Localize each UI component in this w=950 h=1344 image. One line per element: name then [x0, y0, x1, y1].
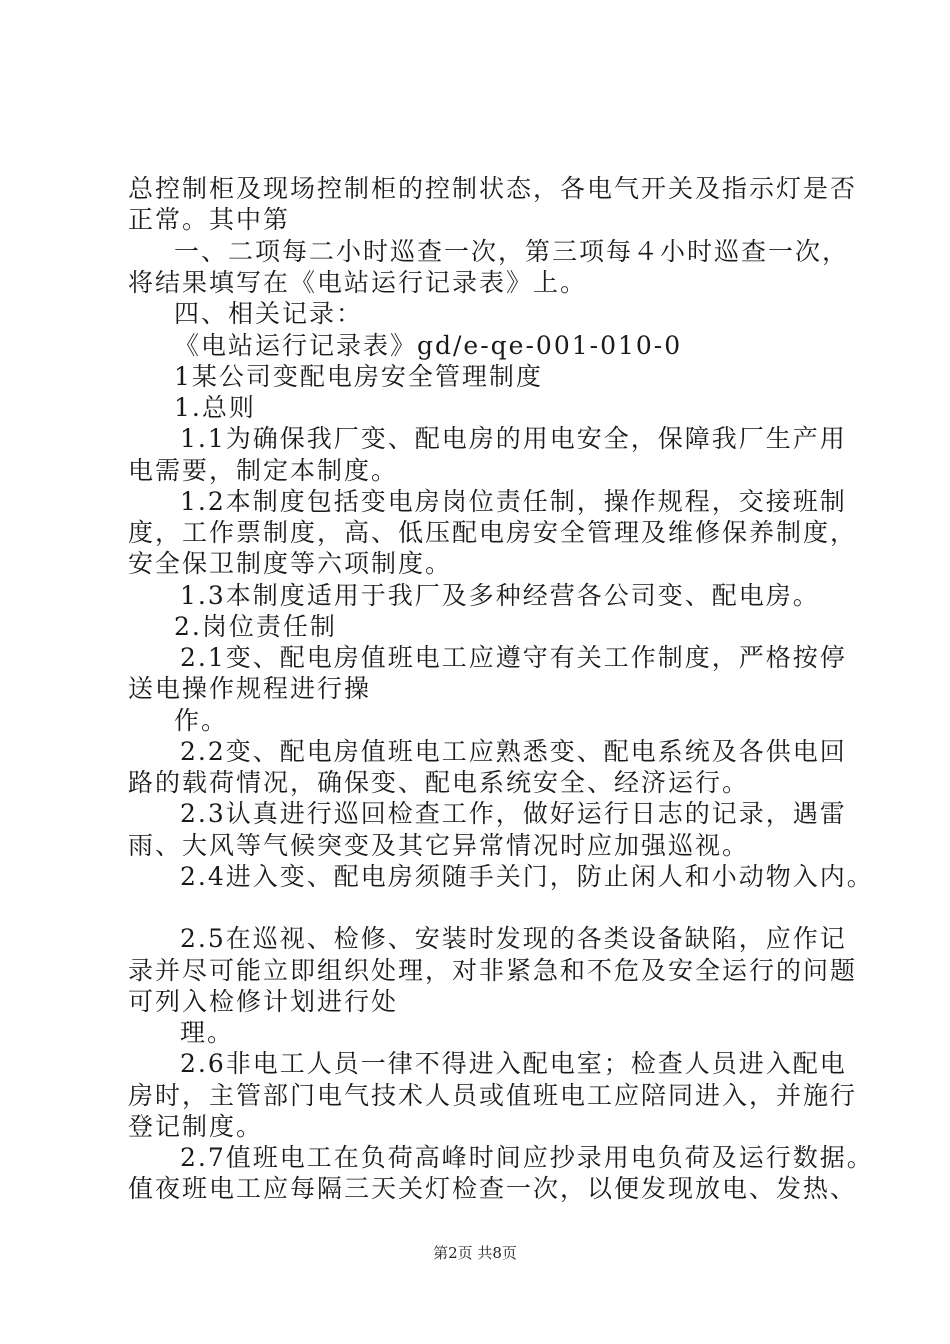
text-line: 正常。其中第	[128, 205, 291, 234]
text-line: 2.7值班电工在负荷高峰时间应抄录用电负荷及运行数据。	[180, 1143, 874, 1172]
text-line: 将结果填写在《电站运行记录表》上。	[128, 268, 588, 297]
text-line: 电需要，制定本制度。	[128, 456, 399, 485]
text-line: 1.总则	[174, 393, 256, 422]
text-line: 安全保卫制度等六项制度。	[128, 549, 453, 578]
text-line: 《电站运行记录表》gd/e-qe-001-010-0	[174, 331, 683, 360]
text-line: 录并尽可能立即组织处理，对非紧急和不危及安全运行的问题	[128, 956, 858, 985]
text-line: 送电操作规程进行操	[128, 674, 372, 703]
text-line: 雨、大风等气候突变及其它异常情况时应加强巡视。	[128, 831, 750, 860]
text-line: 四、相关记录：	[174, 299, 364, 328]
text-line: 1.1为确保我厂变、配电房的用电安全，保障我厂生产用	[180, 424, 847, 453]
page-number-footer: 第2页 共8页	[433, 1244, 517, 1262]
text-line: 2.3认真进行巡回检查工作，做好运行日志的记录，遇雷	[180, 799, 847, 828]
text-line: 作。	[174, 706, 229, 735]
text-line: 2.1变、配电房值班电工应遵守有关工作制度，严格按停	[180, 643, 847, 672]
text-line: 2.4进入变、配电房须随手关门，防止闲人和小动物入内。	[180, 862, 874, 891]
text-line: 度，工作票制度，高、低压配电房安全管理及维修保养制度，	[128, 518, 858, 547]
text-line: 登记制度。	[128, 1112, 264, 1141]
text-line: 值夜班电工应每隔三天关灯检查一次，以便发现放电、发热、	[128, 1174, 858, 1203]
text-line: 1某公司变配电房安全管理制度	[174, 362, 543, 391]
text-line: 2.6非电工人员一律不得进入配电室；检查人员进入配电	[180, 1049, 847, 1078]
text-line: 1.2本制度包括变电房岗位责任制，操作规程，交接班制	[180, 487, 847, 516]
text-line: 2.岗位责任制	[174, 612, 337, 641]
text-line: 一、二项每二小时巡查一次，第三项每４小时巡查一次，	[174, 237, 850, 266]
text-line: 总控制柜及现场控制柜的控制状态，各电气开关及指示灯是否	[128, 174, 858, 203]
text-line: 理。	[180, 1018, 235, 1047]
text-line: 2.2变、配电房值班电工应熟悉变、配电系统及各供电回	[180, 737, 847, 766]
text-line: 2.5在巡视、检修、安装时发现的各类设备缺陷，应作记	[180, 924, 847, 953]
text-line: 路的载荷情况，确保变、配电系统安全、经济运行。	[128, 768, 750, 797]
text-line: 可列入检修计划进行处	[128, 987, 399, 1016]
text-line: 房时，主管部门电气技术人员或值班电工应陪同进入，并施行	[128, 1081, 858, 1110]
text-line: 1.3本制度适用于我厂及多种经营各公司变、配电房。	[180, 581, 820, 610]
